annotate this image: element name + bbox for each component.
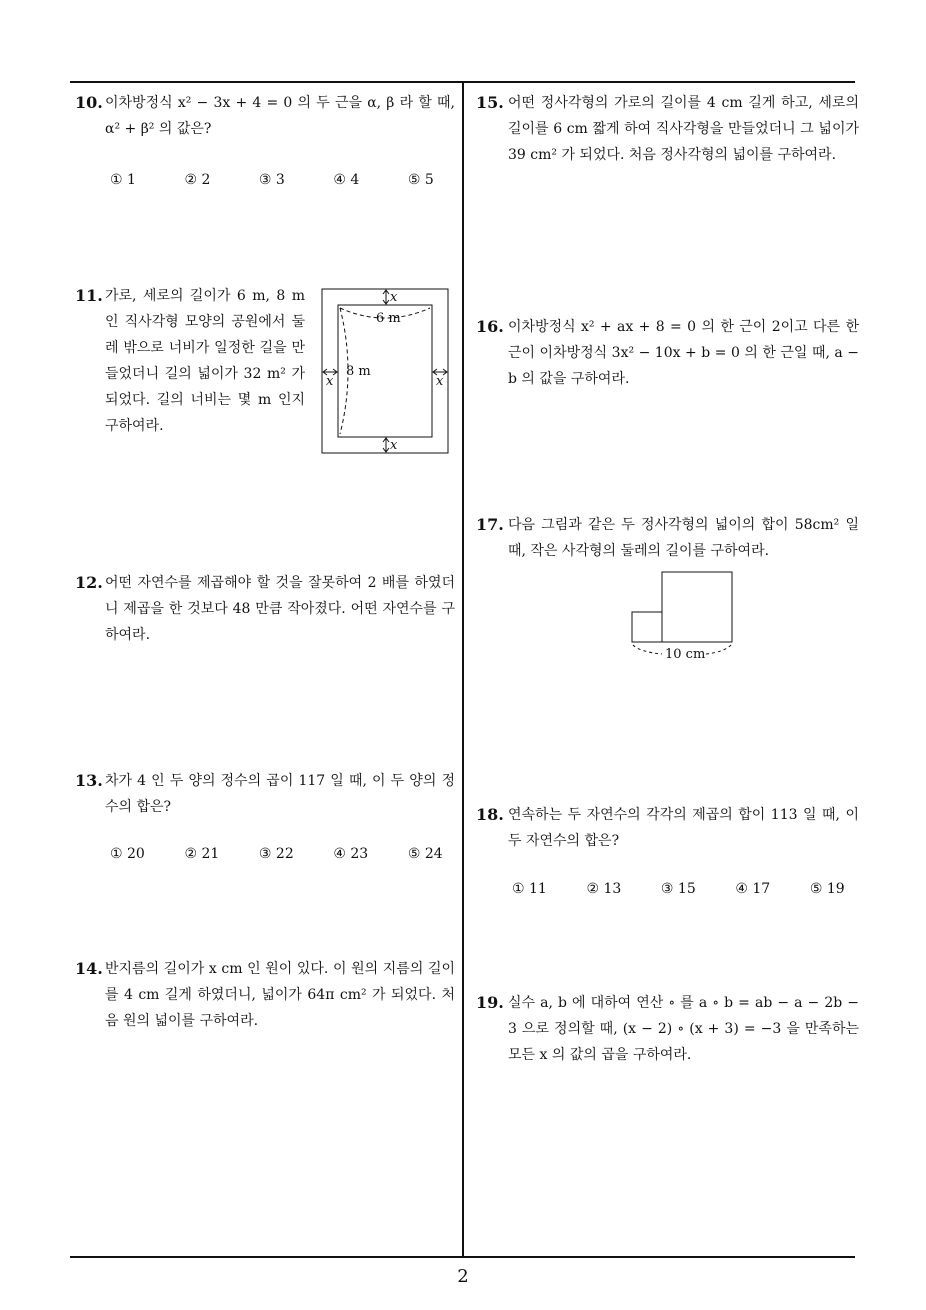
choice[interactable]: ⑤ 19: [809, 881, 845, 897]
question-text: 이차방정식 x² + ax + 8 = 0 의 한 근이 2이고 다른 한 근이 이차방정식 3x² − 10x + b = 0 의 한 근일 때, a − b 의 값을 구하여라.: [508, 319, 859, 387]
question-text: 어떤 자연수를 제곱해야 할 것을 잘못하여 2 배를 하였더니 제곱을 한 것보다 48 만큼 작아졌다. 어떤 자연수를 구하여라.: [105, 575, 455, 643]
question-text: 연속하는 두 자연수의 각각의 제곱의 합이 113 일 때, 이 두 자연수의 합은?: [508, 807, 859, 849]
question-text: 차가 4 인 두 양의 정수의 곱이 117 일 때, 이 두 양의 정수의 합은?: [105, 773, 455, 815]
choice[interactable]: ⑤ 5: [407, 172, 434, 188]
question-number: 15.: [476, 93, 504, 112]
choice[interactable]: ② 13: [586, 881, 622, 897]
question-number: 19.: [476, 993, 504, 1012]
question-number: 13.: [75, 771, 103, 790]
choices-q13: [110, 846, 448, 862]
base-length-label: 10 cm: [665, 647, 706, 662]
gap-label-right: x: [436, 374, 444, 389]
park-path-figure: [320, 286, 452, 456]
column-divider: [462, 83, 464, 1258]
choices-q10: [110, 172, 448, 188]
question-text: 어떤 정사각형의 가로의 길이를 4 cm 길게 하고, 세로의 길이를 6 cm 짧게 하여 직사각형을 만들었더니 그 넓이가 39 cm² 가 되었다. 처음 정사각형의 넓이를 구하여라.: [508, 95, 859, 163]
two-squares-figure: [628, 570, 740, 664]
gap-label-left: x: [326, 374, 334, 389]
choice[interactable]: ④ 23: [333, 846, 369, 862]
question-text: 가로, 세로의 길이가 6 m, 8 m 인 직사각형 모양의 공원에서 둘레 밖으로 너비가 일정한 길을 만들었더니 길의 넓이가 32 m² 가 되었다. 길의 너비는 몇 m 인지 구하여라.: [105, 288, 305, 434]
choice[interactable]: ④ 4: [333, 172, 360, 188]
question-text: 이차방정식 x² − 3x + 4 = 0 의 두 근을 α, β 라 할 때, α² + β² 의 값은?: [105, 95, 455, 137]
bottom-rule: [70, 1256, 855, 1258]
question-number: 10.: [75, 93, 103, 112]
choice[interactable]: ⑤ 24: [407, 846, 443, 862]
choice[interactable]: ④ 17: [735, 881, 771, 897]
gap-label-bottom: x: [390, 438, 398, 453]
choice[interactable]: ③ 15: [660, 881, 696, 897]
question-number: 14.: [75, 959, 103, 978]
question-number: 11.: [75, 286, 103, 305]
choice[interactable]: ① 1: [110, 172, 136, 188]
choice[interactable]: ② 21: [184, 846, 220, 862]
choices-q18: [512, 881, 850, 897]
height-label: 8 m: [346, 364, 371, 379]
choice[interactable]: ① 20: [110, 846, 145, 862]
question-number: 16.: [476, 317, 504, 336]
choice[interactable]: ③ 22: [258, 846, 294, 862]
question-text: 반지름의 길이가 x cm 인 원이 있다. 이 원의 지름의 길이를 4 cm 길게 하였더니, 넓이가 64π cm² 가 되었다. 처음 원의 넓이를 구하여라.: [105, 961, 455, 1029]
choice[interactable]: ② 2: [184, 172, 211, 188]
question-text: 실수 a, b 에 대하여 연산 ∘ 를 a ∘ b = ab − a − 2b − 3 으로 정의할 때, (x − 2) ∘ (x + 3) = −3 을 만족하는 모든 x 의 값의 곱을 구하여라.: [508, 995, 859, 1063]
width-label: 6 m: [376, 311, 401, 326]
question-number: 18.: [476, 805, 504, 824]
choice[interactable]: ③ 3: [258, 172, 285, 188]
gap-label-top: x: [390, 290, 398, 305]
question-number: 17.: [476, 515, 504, 534]
question-number: 12.: [75, 573, 103, 592]
page-number: 2: [457, 1266, 469, 1287]
question-text: 다음 그림과 같은 두 정사각형의 넓이의 합이 58cm² 일 때, 작은 사각형의 둘레의 길이를 구하여라.: [508, 517, 859, 559]
choice[interactable]: ① 11: [512, 881, 547, 897]
